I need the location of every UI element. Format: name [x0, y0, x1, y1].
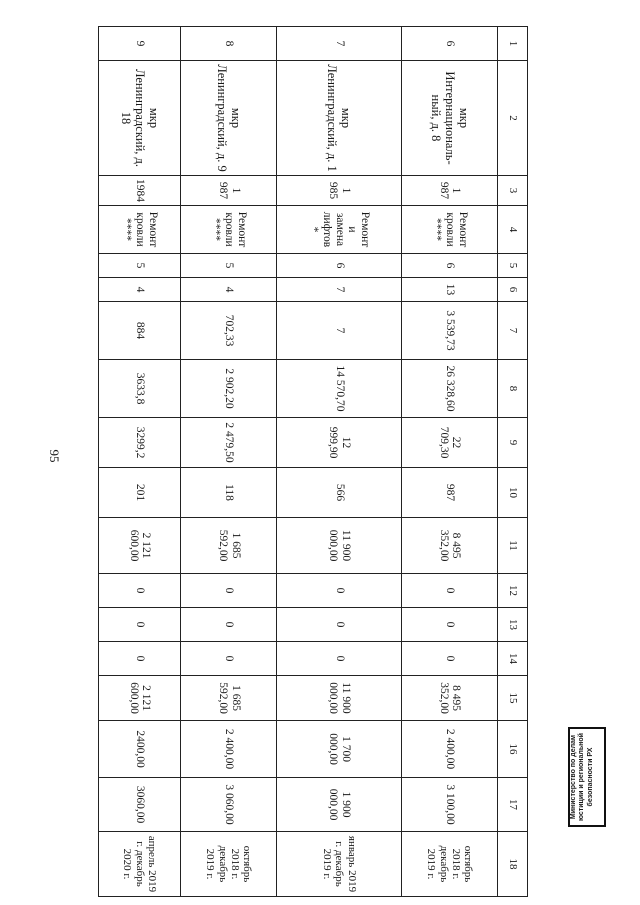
col-header: 9 — [498, 418, 528, 468]
cell: 7 — [277, 302, 402, 360]
cell-period: октябрь 2018 г. декабрь 2019 г. — [181, 832, 277, 897]
col-header: 14 — [498, 642, 528, 676]
cell: 0 — [402, 642, 498, 676]
col-header: 7 — [498, 302, 528, 360]
cell: 201 — [99, 468, 181, 518]
col-header: 11 — [498, 518, 528, 574]
cell: 7 — [277, 278, 402, 302]
cell: 3 100,00 — [402, 778, 498, 832]
cell-address: мкр Ленинградский, д. 18 — [99, 61, 181, 176]
cell: 4 — [181, 278, 277, 302]
stamp-line: Министерство по делам — [570, 734, 577, 820]
cell-number: 8 — [181, 27, 277, 61]
col-header: 1 — [498, 27, 528, 61]
cell-work-type: Ремонт и замена лифтов * — [277, 206, 402, 254]
table-row — [99, 27, 181, 897]
col-header: 5 — [498, 254, 528, 278]
cell: 8 495 352,00 — [402, 518, 498, 574]
col-header: 2 — [498, 61, 528, 176]
cell-number: 9 — [99, 27, 181, 61]
cell-year: 1 987 — [181, 176, 277, 206]
cell: 0 — [181, 574, 277, 608]
cell: 2400,00 — [99, 721, 181, 778]
cell-year: 1 985 — [277, 176, 402, 206]
cell: 0 — [181, 608, 277, 642]
cell: 884 — [99, 302, 181, 360]
page-number: 95 — [47, 449, 62, 463]
cell: 0 — [99, 642, 181, 676]
cell: 1 900 000,00 — [277, 778, 402, 832]
cell: 2 121 600,00 — [99, 518, 181, 574]
cell: 1 685 592,00 — [181, 676, 277, 721]
stamp-line: юстиции и региональной — [578, 733, 586, 821]
cell: 11 900 000,00 — [277, 676, 402, 721]
cell: 3060,00 — [99, 778, 181, 832]
cell-work-type: Ремонт кровли **** — [402, 206, 498, 254]
cell: 14 570,70 — [277, 360, 402, 418]
col-header: 10 — [498, 468, 528, 518]
cell: 11 900 000,00 — [277, 518, 402, 574]
cell: 3 060,00 — [181, 778, 277, 832]
cell: 0 — [181, 642, 277, 676]
rotated-table-container — [98, 26, 528, 893]
cell: 0 — [402, 574, 498, 608]
col-header: 13 — [498, 608, 528, 642]
col-header: 6 — [498, 278, 528, 302]
cell: 0 — [99, 608, 181, 642]
cell: 0 — [277, 642, 402, 676]
cell-number: 7 — [277, 27, 402, 61]
cell: 118 — [181, 468, 277, 518]
cell-address: мкр Интернациональ-ный, д. 8 — [402, 61, 498, 176]
cell: 22 709,30 — [402, 418, 498, 468]
cell: 2 400,00 — [402, 721, 498, 778]
cell: 3299,2 — [99, 418, 181, 468]
cell: 26 328,60 — [402, 360, 498, 418]
cell-address: мкр Ленинградский, д. 9 — [181, 61, 277, 176]
cell: 0 — [402, 608, 498, 642]
cell: 1 685 592,00 — [181, 518, 277, 574]
cell: 4 — [99, 278, 181, 302]
header-row — [498, 27, 528, 897]
col-header: 12 — [498, 574, 528, 608]
data-table — [98, 26, 528, 897]
cell: 2 479,50 — [181, 418, 277, 468]
col-header: 17 — [498, 778, 528, 832]
stamp-line: безопасности РХ — [586, 747, 594, 807]
cell-work-type: Ремонт кровли **** — [181, 206, 277, 254]
cell: 6 — [402, 254, 498, 278]
cell-work-type: Ремонт кровли **** — [99, 206, 181, 254]
cell: 3633,8 — [99, 360, 181, 418]
col-header: 18 — [498, 832, 528, 897]
cell: 0 — [277, 574, 402, 608]
cell: 0 — [277, 608, 402, 642]
cell: 566 — [277, 468, 402, 518]
col-header: 15 — [498, 676, 528, 721]
col-header: 4 — [498, 206, 528, 254]
cell: 2 121 600,00 — [99, 676, 181, 721]
stamp-text — [570, 730, 604, 824]
cell: 0 — [99, 574, 181, 608]
cell-number: 6 — [402, 27, 498, 61]
cell: 2 400,00 — [181, 721, 277, 778]
table-row — [277, 27, 402, 897]
col-header: 16 — [498, 721, 528, 778]
cell-year: 1 987 — [402, 176, 498, 206]
ministry-stamp — [568, 727, 606, 827]
cell: 8 495 352,00 — [402, 676, 498, 721]
cell: 12 999,90 — [277, 418, 402, 468]
cell-period: апрель 2019 г. декабрь 2020 г. — [99, 832, 181, 897]
col-header: 3 — [498, 176, 528, 206]
cell: 5 — [181, 254, 277, 278]
table-row — [402, 27, 498, 897]
cell: 5 — [99, 254, 181, 278]
cell: 6 — [277, 254, 402, 278]
col-header: 8 — [498, 360, 528, 418]
cell: 702,33 — [181, 302, 277, 360]
cell-period: октябрь 2018 г. декабрь 2019 г. — [402, 832, 498, 897]
cell: 987 — [402, 468, 498, 518]
cell-year: 1984 — [99, 176, 181, 206]
cell: 3 539,73 — [402, 302, 498, 360]
cell-period: январь 2019 г. декабрь 2019 г. — [277, 832, 402, 897]
cell: 13 — [402, 278, 498, 302]
cell: 2 902,20 — [181, 360, 277, 418]
cell: 1 700 000,00 — [277, 721, 402, 778]
cell-address: мкр Ленинградский, д. 1 — [277, 61, 402, 176]
table-row — [181, 27, 277, 897]
